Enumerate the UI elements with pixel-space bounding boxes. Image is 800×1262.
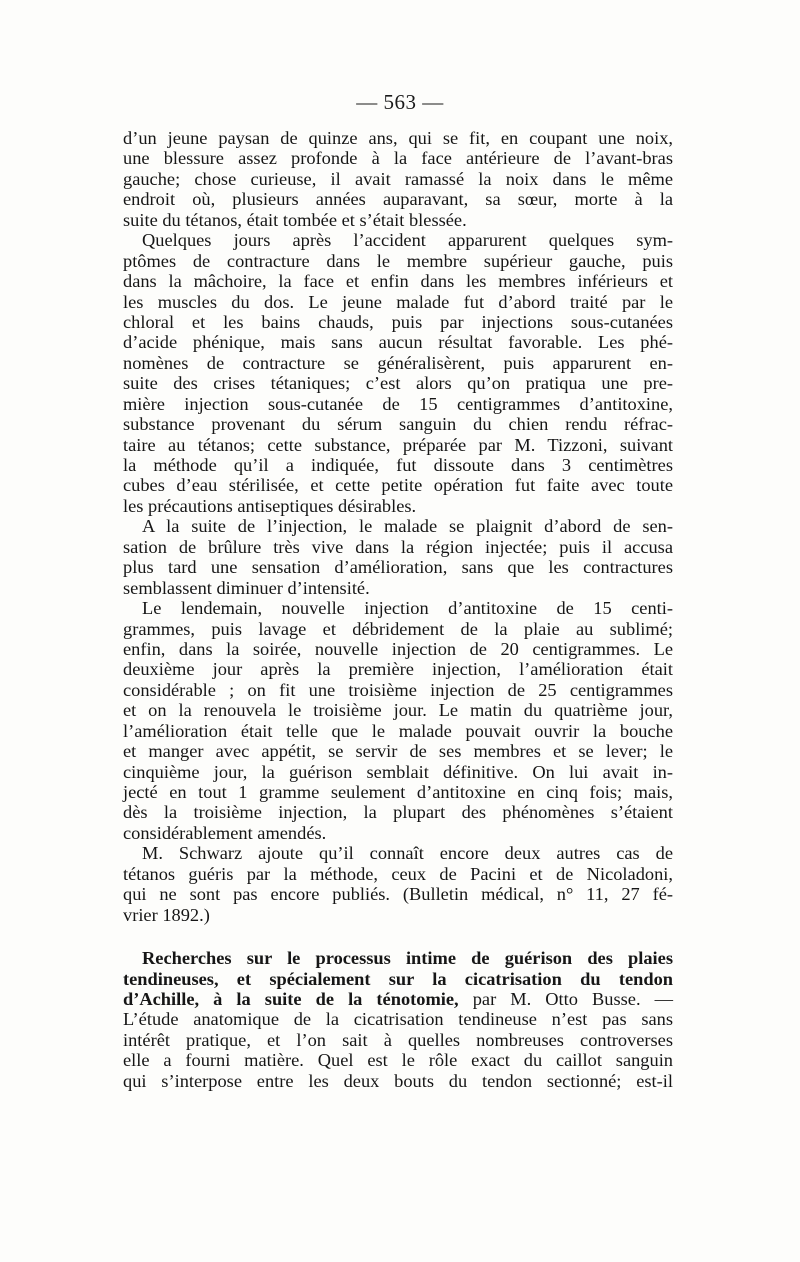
paragraph-5 — [123, 843, 673, 925]
text-line: d’un jeune paysan de quinze ans, qui se fit, en coupant une noix, — [123, 128, 673, 148]
text-line: et on la renouvela le troisième jour. Le matin du quatrième jour, — [123, 700, 673, 721]
text-line: intérêt pratique, et l’on sait à quelles nombreuses controverses — [123, 1029, 673, 1050]
text-line: jecté en tout 1 gramme seulement d’antitoxine en cinq fois; mais, — [123, 782, 673, 802]
text-line: substance provenant du sérum sanguin du chien rendu réfrac- — [123, 414, 673, 435]
text-line: chloral et les bains chauds, puis par injections sous-cutanées — [123, 311, 673, 332]
article-heading-line: tendineuses, et spécialement sur la cicatrisation du tendon — [123, 968, 673, 989]
article-section — [123, 948, 673, 1091]
text-line: considérablement amendés. — [123, 822, 327, 843]
article-heading-line-with-author — [123, 989, 673, 1009]
text-line: d’acide phénique, mais sans aucun résultat favorable. Les phé- — [123, 332, 673, 353]
text-line: A la suite de l’injection, le malade se plaignit d’abord de sen- — [142, 516, 673, 537]
text-line: suite des crises tétaniques; c’est alors qu’on pratiqua une pre- — [123, 373, 673, 394]
text-line: suite du tétanos, était tombée et s’était blessée. — [123, 209, 467, 230]
section-gap — [123, 925, 673, 948]
text-line: les muscles du dos. Le jeune malade fut d’abord traité par le — [123, 291, 673, 312]
text-line: une blessure assez profonde à la face antérieure de l’avant-bras — [123, 148, 673, 169]
text-line: dès la troisième injection, la plupart des phénomènes s’étaient — [123, 802, 673, 823]
text-line: M. Schwarz ajoute qu’il connaît encore deux autres cas de — [142, 843, 673, 864]
text-line: endroit où, plusieurs années auparavant, sa sœur, morte à la — [123, 189, 673, 210]
text-line: tétanos guéris par la méthode, ceux de Pacini et de Nicoladoni, — [123, 863, 673, 884]
text-line: ptômes de contracture dans le membre supérieur gauche, puis — [123, 250, 673, 271]
text-line: elle a fourni matière. Quel est le rôle exact du caillot sanguin — [123, 1050, 673, 1071]
text-line: L’étude anatomique de la cicatrisation tendineuse n’est pas sans — [123, 1009, 673, 1030]
text-line: Le lendemain, nouvelle injection d’antitoxine de 15 centi- — [142, 598, 673, 619]
text-line: semblassent diminuer d’intensité. — [123, 577, 370, 598]
text-line: taire au tétanos; cette substance, préparée par M. Tizzoni, suivant — [123, 434, 673, 455]
text-line: l’amélioration était telle que le malade pouvait ouvrir la bouche — [123, 720, 673, 741]
text-line: qui s’interpose entre les deux bouts du tendon sectionné; est-il — [123, 1070, 673, 1091]
text-line: qui ne sont pas encore publiés. (Bulletin médical, n° 11, 27 fé- — [123, 884, 673, 905]
text-line: nomènes de contracture se généralisèrent, puis apparurent en- — [123, 352, 673, 373]
text-line: plus tard une sensation d’amélioration, sans que les contractures — [123, 557, 673, 578]
text-line: cinquième jour, la guérison semblait définitive. On lui avait in- — [123, 761, 673, 782]
page-number: — 563 — — [356, 90, 444, 114]
paragraph-2 — [123, 230, 673, 516]
text-line: grammes, puis lavage et débridement de la plaie au sublimé; — [123, 618, 673, 639]
text-line: vrier 1892.) — [123, 904, 210, 925]
text-line: et manger avec appétit, se servir de ses membres et se lever; le — [123, 741, 673, 762]
text-line: Quelques jours après l’accident apparurent quelques sym- — [142, 230, 673, 251]
article-heading-end: d’Achille, à la suite de la ténotomie, — [123, 988, 459, 1009]
text-line: dans la mâchoire, la face et enfin dans les membres inférieurs et — [123, 271, 673, 292]
text-line: les précautions antiseptiques désirables. — [123, 495, 417, 516]
text-line: enfin, dans la soirée, nouvelle injection de 20 centigrammes. Le — [123, 638, 673, 659]
text-line: deuxième jour après la première injection, l’amélioration était — [123, 659, 673, 680]
article-author: par M. Otto Busse. — — [458, 988, 673, 1009]
body-text — [123, 128, 673, 1091]
paragraph-4 — [123, 598, 673, 843]
text-line: gauche; chose curieuse, il avait ramassé la noix dans le même — [123, 168, 673, 189]
text-line: sation de brûlure très vive dans la région injectée; puis il accusa — [123, 536, 673, 557]
paragraph-3 — [123, 516, 673, 598]
paragraph-1 — [123, 128, 673, 230]
text-line: cubes d’eau stérilisée, et cette petite opération fut faite avec toute — [123, 475, 673, 496]
text-line: mière injection sous-cutanée de 15 centigrammes d’antitoxine, — [123, 393, 673, 414]
text-line: considérable ; on fit une troisième injection de 25 centigrammes — [123, 679, 673, 700]
text-line: la méthode qu’il a indiquée, fut dissoute dans 3 centimètres — [123, 455, 673, 475]
article-heading-line: Recherches sur le processus intime de guérison des plaies — [142, 948, 673, 969]
